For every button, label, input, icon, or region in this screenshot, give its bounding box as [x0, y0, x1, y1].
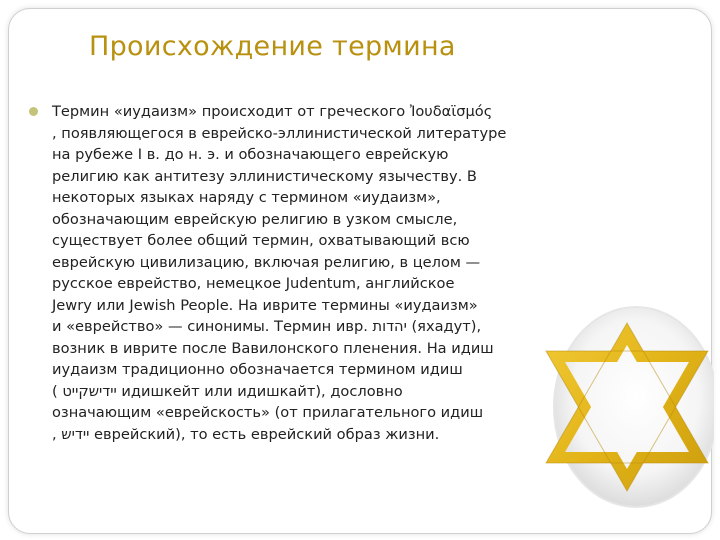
- paragraph: [52, 101, 547, 445]
- paragraph-line: иудаизм традиционно обозначается термином идиш: [52, 361, 463, 378]
- paragraph-line: возник в иврите после Вавилонского пленения. На идиш: [52, 339, 494, 357]
- star-of-david-icon: [540, 303, 714, 513]
- slide-title: Происхождение термина: [89, 31, 456, 62]
- paragraph-line: ( יידישקייט идишкейт или идишкайт), дословно: [52, 382, 403, 400]
- paragraph-line: Термин «иудаизм» происходит от греческого Ἰουδαϊσμός: [52, 103, 493, 120]
- star-of-david-emblem: [540, 303, 714, 513]
- paragraph-line: на рубеже I в. до н. э. и обозначающего еврейскую: [52, 146, 449, 163]
- paragraph-line: существует более общий термин, охватывающий всю: [52, 232, 470, 249]
- paragraph-line: русское еврейство, немецкое Judentum, английское: [52, 275, 455, 292]
- paragraph-line: , יידיש еврейский), то есть еврейский образ жизни.: [52, 425, 440, 443]
- paragraph-line: некоторых языках наряду с термином «иудаизм»,: [52, 189, 441, 206]
- paragraph-line: и «еврейство» — синонимы. Термин ивр. יהדות (яхадут),: [52, 318, 482, 335]
- paragraph-line: обозначающим еврейскую религию в узком смысле,: [52, 210, 458, 228]
- paragraph-line: означающим «еврейскость» (от прилагательного идиш: [52, 404, 484, 421]
- paragraph-line: еврейскую цивилизацию, включая религию, в целом —: [52, 253, 481, 271]
- paragraph-line: Jewry или Jewish People. На иврите термины «иудаизм»: [52, 296, 478, 314]
- paragraph-line: религию как антитезу эллинистическому язычеству. В: [52, 167, 477, 185]
- paragraph-line: , появляющегося в еврейско-эллинистической литературе: [52, 124, 507, 142]
- bullet-marker: [29, 107, 38, 116]
